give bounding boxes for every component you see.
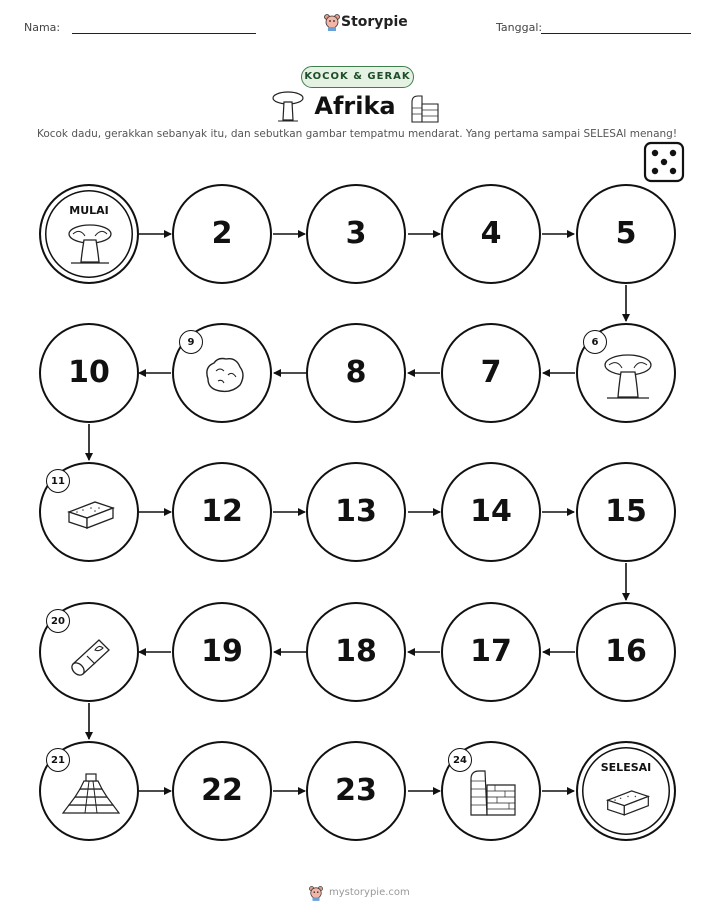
space-badge: 11	[46, 469, 70, 493]
space-2[interactable]	[172, 184, 272, 284]
space-badge: 21	[46, 748, 70, 772]
space-3[interactable]	[306, 184, 406, 284]
space-number: 10	[68, 355, 110, 390]
space-16[interactable]	[576, 602, 676, 702]
space-15[interactable]	[576, 462, 676, 562]
space-12[interactable]	[172, 462, 272, 562]
space-number: 18	[335, 634, 377, 669]
space-number: 19	[201, 634, 243, 669]
gold-nugget-icon	[200, 353, 248, 397]
space-19[interactable]	[172, 602, 272, 702]
space-number: 23	[335, 773, 377, 808]
space-start[interactable]	[39, 184, 139, 284]
salt-brick-icon	[604, 785, 652, 819]
space-number: 7	[480, 355, 502, 390]
page-title: Afrika	[314, 92, 396, 120]
space-8[interactable]	[306, 323, 406, 423]
category-tag: KOCOK & GERAK	[301, 66, 414, 88]
name-label: Nama:	[24, 21, 61, 34]
space-14[interactable]	[441, 462, 541, 562]
space-number: 14	[470, 494, 512, 529]
baobab-tree-icon	[65, 222, 115, 268]
space-number: 4	[480, 216, 502, 251]
bear-mascot-icon	[309, 885, 323, 901]
baobab-tree-icon	[601, 353, 655, 403]
finish-label: SELESAI	[600, 761, 652, 774]
space-number: 5	[615, 216, 637, 251]
space-5[interactable]	[576, 184, 676, 284]
space-22[interactable]	[172, 741, 272, 841]
space-18[interactable]	[306, 602, 406, 702]
space-number: 15	[605, 494, 647, 529]
space-number: 17	[470, 634, 512, 669]
space-23[interactable]	[306, 741, 406, 841]
space-number: 8	[345, 355, 367, 390]
footer-url[interactable]: mystorypie.com	[329, 887, 410, 898]
space-number: 13	[335, 494, 377, 529]
space-badge: 9	[179, 330, 203, 354]
space-10[interactable]	[39, 323, 139, 423]
space-number: 16	[605, 634, 647, 669]
space-13[interactable]	[306, 462, 406, 562]
scroll-icon	[65, 630, 117, 678]
space-4[interactable]	[441, 184, 541, 284]
space-finish[interactable]	[576, 741, 676, 841]
instructions: Kocok dadu, gerakkan sebanyak itu, dan sebutkan gambar tempatmu mendarat. Yang pertama sampai SELESAI menang!	[36, 128, 678, 140]
space-number: 12	[201, 494, 243, 529]
space-badge: 20	[46, 609, 70, 633]
start-label: MULAI	[69, 204, 109, 217]
space-badge: 24	[448, 748, 472, 772]
space-number: 22	[201, 773, 243, 808]
space-17[interactable]	[441, 602, 541, 702]
brand-name: Storypie	[341, 14, 408, 30]
footer	[309, 885, 409, 903]
space-number: 2	[211, 216, 233, 251]
pyramid-icon	[59, 771, 123, 817]
salt-brick-icon	[65, 496, 117, 532]
date-label: Tanggal:	[496, 21, 543, 34]
stone-ruins-icon	[465, 767, 521, 819]
space-7[interactable]	[441, 323, 541, 423]
space-number: 3	[345, 216, 367, 251]
space-badge: 6	[583, 330, 607, 354]
